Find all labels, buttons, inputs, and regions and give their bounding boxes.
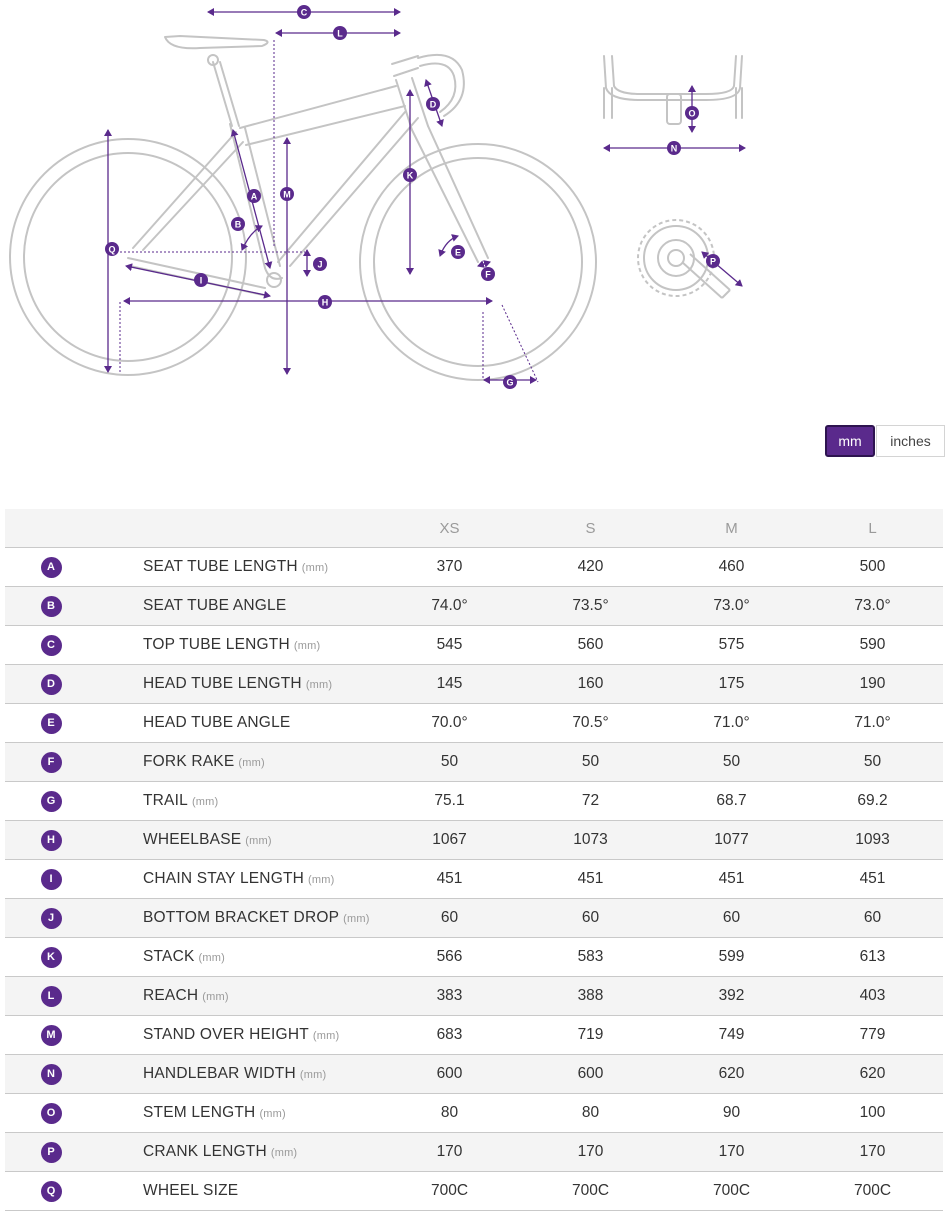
diagram-marker-o (685, 106, 699, 120)
row-letter-cell (5, 1055, 97, 1094)
row-value: 100 (802, 1094, 943, 1133)
table-row (5, 743, 943, 782)
row-value: 451 (520, 860, 661, 899)
row-value: 700C (379, 1172, 520, 1211)
row-label-cell (97, 1172, 379, 1211)
row-unit: (mm) (293, 640, 321, 652)
size-header-xs: XS (379, 509, 520, 548)
row-letter-badge: H (41, 830, 62, 851)
row-value: 170 (379, 1133, 520, 1172)
row-value: 73.5° (520, 587, 661, 626)
row-value: 388 (520, 977, 661, 1016)
row-value: 451 (661, 860, 802, 899)
table-row (5, 1094, 943, 1133)
row-value: 170 (661, 1133, 802, 1172)
row-value: 190 (802, 665, 943, 704)
header-label-column (97, 509, 379, 548)
row-value: 700C (802, 1172, 943, 1211)
geometry-table (5, 509, 943, 1211)
diagram-marker-c (297, 5, 311, 19)
row-label-cell (97, 899, 379, 938)
row-letter-cell (5, 938, 97, 977)
svg-text:J: J (317, 259, 323, 270)
svg-text:I: I (199, 275, 203, 286)
size-header-l: L (802, 509, 943, 548)
row-letter-cell (5, 899, 97, 938)
bike-frame-illustration (10, 36, 596, 380)
row-label: STEM LENGTH (143, 1104, 256, 1121)
row-value: 700C (520, 1172, 661, 1211)
table-row (5, 1133, 943, 1172)
row-value: 583 (520, 938, 661, 977)
row-unit: (mm) (238, 757, 265, 769)
row-label-cell (97, 704, 379, 743)
row-label-cell (97, 860, 379, 899)
row-letter-badge: C (41, 635, 62, 656)
row-label-cell (97, 821, 379, 860)
row-value: 451 (802, 860, 943, 899)
row-value: 620 (661, 1055, 802, 1094)
row-value: 74.0° (379, 587, 520, 626)
table-row (5, 899, 943, 938)
row-value: 451 (379, 860, 520, 899)
row-label: SEAT TUBE LENGTH (143, 558, 298, 575)
row-unit: (mm) (305, 679, 333, 691)
diagram-marker-i (194, 273, 208, 287)
row-letter-cell (5, 626, 97, 665)
row-value: 719 (520, 1016, 661, 1055)
row-unit: (mm) (343, 913, 370, 925)
row-value: 75.1 (379, 782, 520, 821)
row-letter-badge: A (41, 557, 62, 578)
table-row (5, 860, 943, 899)
row-value: 50 (661, 743, 802, 782)
row-letter-cell (5, 860, 97, 899)
row-letter-badge: L (41, 986, 62, 1007)
row-letter-cell (5, 821, 97, 860)
row-value: 620 (802, 1055, 943, 1094)
row-label: HEAD TUBE ANGLE (143, 714, 291, 731)
row-letter-cell (5, 587, 97, 626)
row-value: 599 (661, 938, 802, 977)
svg-text:B: B (234, 219, 242, 230)
svg-text:G: G (506, 377, 514, 388)
diagram-marker-m (280, 187, 294, 201)
row-letter-badge: D (41, 674, 62, 695)
svg-text:M: M (283, 189, 291, 200)
reference-lines (120, 40, 538, 382)
row-value: 73.0° (802, 587, 943, 626)
diagram-marker-b (231, 217, 245, 231)
row-value: 60 (379, 899, 520, 938)
svg-text:L: L (337, 28, 343, 39)
row-value: 560 (520, 626, 661, 665)
row-value: 160 (520, 665, 661, 704)
table-row (5, 782, 943, 821)
row-label: REACH (143, 987, 199, 1004)
diagram-marker-k (403, 168, 417, 182)
row-letter-badge: M (41, 1025, 62, 1046)
row-value: 170 (520, 1133, 661, 1172)
table-row (5, 977, 943, 1016)
table-row (5, 704, 943, 743)
row-label: BOTTOM BRACKET DROP (143, 909, 340, 926)
svg-text:H: H (321, 297, 329, 308)
row-value: 68.7 (661, 782, 802, 821)
row-letter-badge: P (41, 1142, 62, 1163)
row-value: 145 (379, 665, 520, 704)
row-value: 170 (802, 1133, 943, 1172)
row-letter-badge: K (41, 947, 62, 968)
row-value: 70.0° (379, 704, 520, 743)
row-unit: (mm) (308, 874, 335, 886)
row-label: STACK (143, 948, 195, 965)
row-label: WHEELBASE (143, 831, 242, 848)
row-label-cell (97, 1133, 379, 1172)
svg-text:F: F (485, 269, 491, 280)
row-letter-badge: N (41, 1064, 62, 1085)
geometry-table-body (5, 548, 943, 1211)
row-label-cell (97, 587, 379, 626)
row-letter-cell (5, 1016, 97, 1055)
unit-toggle (825, 425, 945, 457)
row-label: TRAIL (143, 792, 188, 809)
row-value: 1067 (379, 821, 520, 860)
row-letter-cell (5, 782, 97, 821)
diagram-marker-d (426, 97, 440, 111)
row-value: 80 (520, 1094, 661, 1133)
table-header-row (5, 509, 943, 548)
table-row (5, 665, 943, 704)
diagram-marker-f (481, 267, 495, 281)
table-row (5, 587, 943, 626)
row-value: 50 (520, 743, 661, 782)
row-unit: (mm) (198, 952, 225, 964)
diagram-marker-g (503, 375, 517, 389)
header-badge-column (5, 509, 97, 548)
svg-text:K: K (406, 170, 414, 181)
row-label: HEAD TUBE LENGTH (143, 675, 302, 692)
svg-text:C: C (300, 7, 308, 18)
diagram-marker-p (706, 254, 720, 268)
row-letter-cell (5, 1172, 97, 1211)
row-label: CHAIN STAY LENGTH (143, 870, 305, 887)
row-value: 613 (802, 938, 943, 977)
row-value: 50 (802, 743, 943, 782)
row-unit: (mm) (202, 991, 229, 1003)
row-label: WHEEL SIZE (143, 1182, 239, 1199)
row-value: 70.5° (520, 704, 661, 743)
row-letter-cell (5, 1133, 97, 1172)
table-row (5, 1172, 943, 1211)
row-value: 72 (520, 782, 661, 821)
diagram-marker-j (313, 257, 327, 271)
row-letter-badge: J (41, 908, 62, 929)
row-label: SEAT TUBE ANGLE (143, 597, 287, 614)
row-value: 500 (802, 548, 943, 587)
row-unit: (mm) (301, 562, 329, 574)
size-header-s: S (520, 509, 661, 548)
row-label: STAND OVER HEIGHT (143, 1026, 309, 1043)
row-unit: (mm) (259, 1108, 286, 1120)
row-value: 749 (661, 1016, 802, 1055)
row-value: 90 (661, 1094, 802, 1133)
row-value: 60 (661, 899, 802, 938)
diagram-marker-q (105, 242, 119, 256)
row-value: 575 (661, 626, 802, 665)
row-value: 1077 (661, 821, 802, 860)
row-letter-cell (5, 1094, 97, 1133)
row-label-cell (97, 1055, 379, 1094)
row-value: 73.0° (661, 587, 802, 626)
row-label-cell (97, 548, 379, 587)
row-letter-badge: G (41, 791, 62, 812)
geometry-diagram (0, 0, 949, 400)
row-letter-cell (5, 704, 97, 743)
svg-text:A: A (250, 191, 258, 202)
row-value: 460 (661, 548, 802, 587)
handlebar-front-illustration (604, 56, 742, 124)
row-value: 69.2 (802, 782, 943, 821)
table-row (5, 1016, 943, 1055)
row-value: 383 (379, 977, 520, 1016)
row-label-cell (97, 626, 379, 665)
row-value: 1093 (802, 821, 943, 860)
row-value: 71.0° (661, 704, 802, 743)
row-value: 80 (379, 1094, 520, 1133)
row-value: 50 (379, 743, 520, 782)
row-label-cell (97, 938, 379, 977)
row-value: 175 (661, 665, 802, 704)
svg-text:Q: Q (108, 244, 116, 255)
row-letter-badge: Q (41, 1181, 62, 1202)
row-value: 370 (379, 548, 520, 587)
table-row (5, 626, 943, 665)
table-row (5, 938, 943, 977)
row-value: 600 (520, 1055, 661, 1094)
row-value: 420 (520, 548, 661, 587)
row-value: 683 (379, 1016, 520, 1055)
size-header-m: M (661, 509, 802, 548)
row-label-cell (97, 1016, 379, 1055)
row-letter-cell (5, 743, 97, 782)
row-value: 545 (379, 626, 520, 665)
row-value: 403 (802, 977, 943, 1016)
row-label: TOP TUBE LENGTH (143, 636, 290, 653)
row-value: 60 (802, 899, 943, 938)
svg-text:D: D (429, 99, 437, 110)
diagram-marker-a (247, 189, 261, 203)
table-row (5, 821, 943, 860)
row-unit: (mm) (245, 835, 272, 847)
row-value: 71.0° (802, 704, 943, 743)
row-letter-badge: E (41, 713, 62, 734)
row-letter-cell (5, 665, 97, 704)
row-label-cell (97, 743, 379, 782)
svg-text:E: E (454, 247, 462, 258)
dimension-arrows (108, 12, 745, 380)
row-value: 700C (661, 1172, 802, 1211)
row-value: 600 (379, 1055, 520, 1094)
row-value: 566 (379, 938, 520, 977)
row-label: CRANK LENGTH (143, 1143, 267, 1160)
row-unit: (mm) (270, 1147, 298, 1159)
diagram-marker-n (667, 141, 681, 155)
row-label-cell (97, 977, 379, 1016)
row-value: 1073 (520, 821, 661, 860)
table-row (5, 1055, 943, 1094)
row-letter-cell (5, 977, 97, 1016)
row-unit: (mm) (299, 1069, 327, 1081)
row-value: 590 (802, 626, 943, 665)
row-letter-badge: B (41, 596, 62, 617)
svg-text:O: O (688, 108, 696, 119)
row-value: 392 (661, 977, 802, 1016)
table-row (5, 548, 943, 587)
row-letter-badge: O (41, 1103, 62, 1124)
row-letter-badge: I (41, 869, 62, 890)
row-label-cell (97, 665, 379, 704)
row-label: HANDLEBAR WIDTH (143, 1065, 296, 1082)
row-value: 779 (802, 1016, 943, 1055)
row-letter-badge: F (41, 752, 62, 773)
diagram-marker-l (333, 26, 347, 40)
row-letter-cell (5, 548, 97, 587)
diagram-marker-e (451, 245, 465, 259)
row-value: 60 (520, 899, 661, 938)
mm-unit-button[interactable]: mm (825, 425, 875, 457)
inches-unit-button[interactable]: inches (876, 425, 945, 457)
diagram-marker-h (318, 295, 332, 309)
svg-text:N: N (670, 143, 678, 154)
svg-text:P: P (709, 256, 717, 267)
row-unit: (mm) (191, 796, 219, 808)
diagram-letter-markers (105, 5, 720, 389)
row-label-cell (97, 782, 379, 821)
row-label: FORK RAKE (143, 753, 235, 770)
row-unit: (mm) (312, 1030, 340, 1042)
row-label-cell (97, 1094, 379, 1133)
